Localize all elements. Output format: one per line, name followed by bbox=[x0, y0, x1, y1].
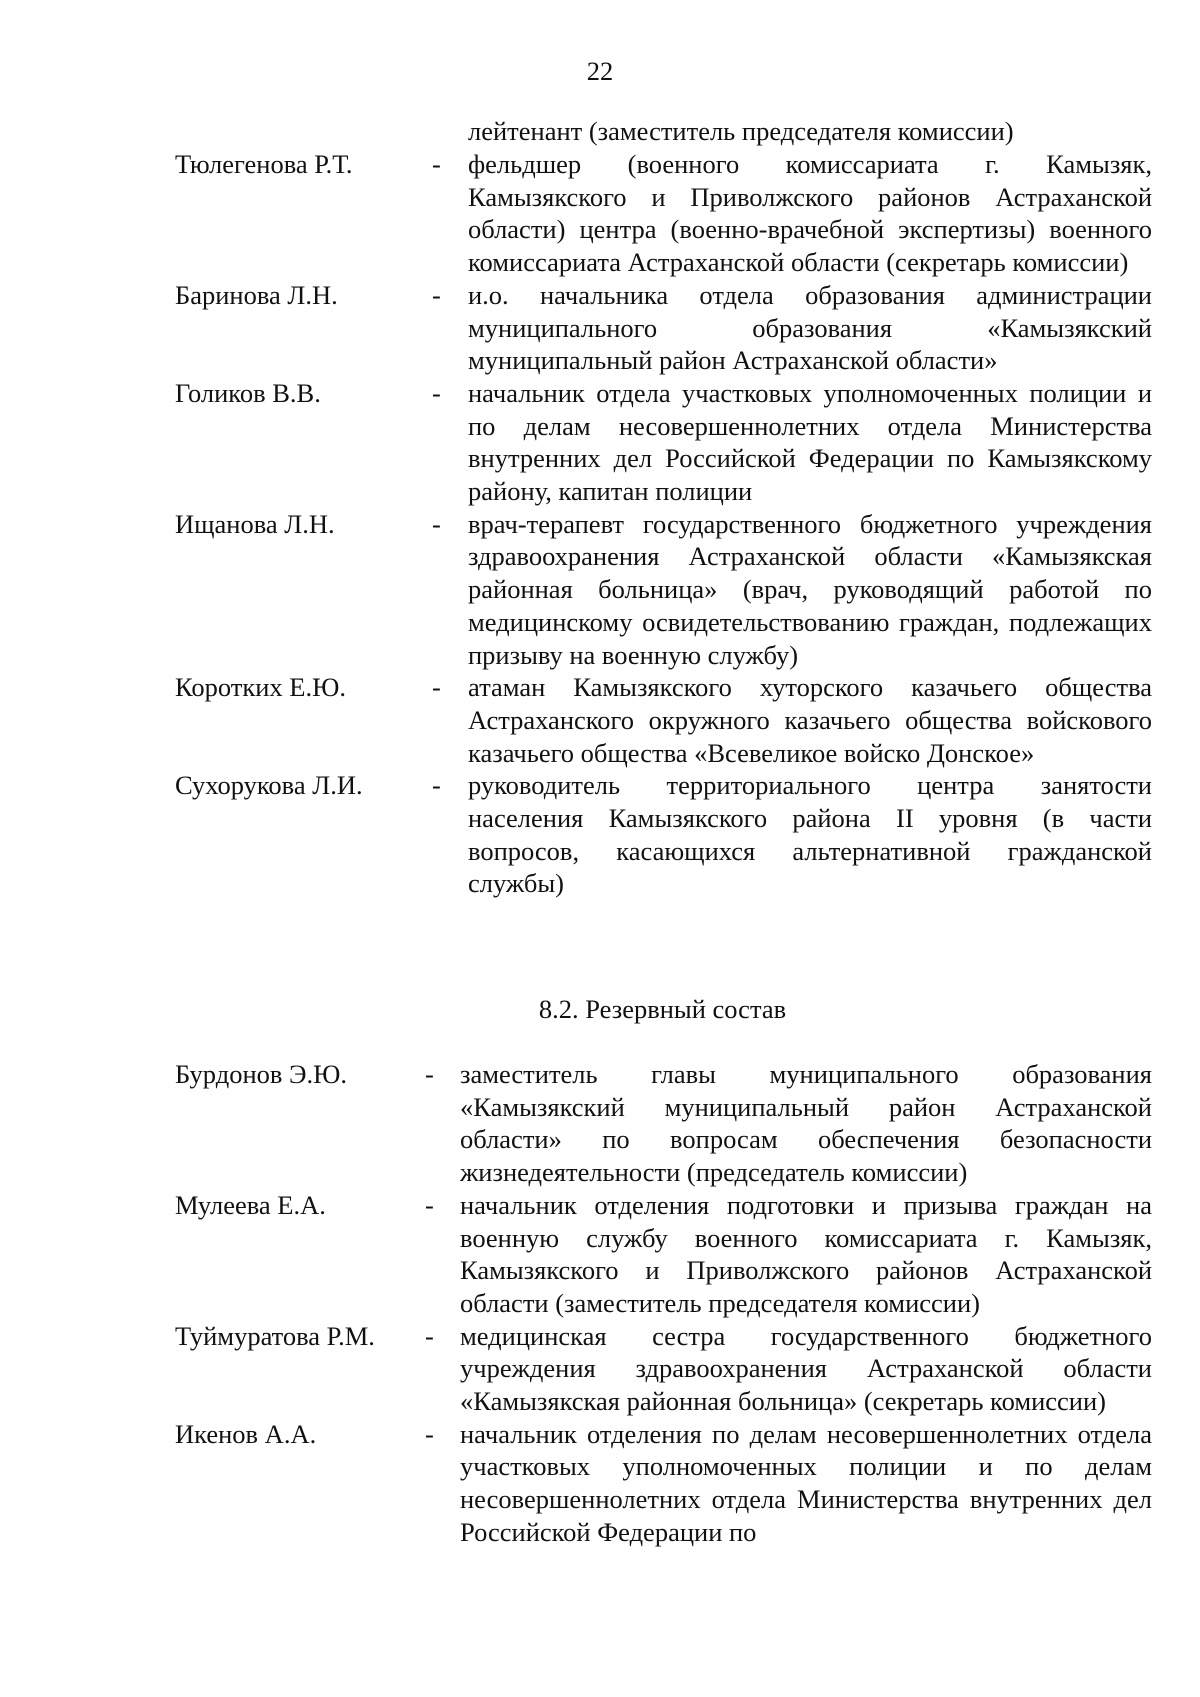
member-row bbox=[0, 1058, 1200, 1189]
member-description: начальник отделения подготовки и призыва граждан на военную службу военного комиссариата г. Камызяк, Камызякского и Приволжского районов Астраханской области (заместитель председателя комиссии) bbox=[460, 1189, 1152, 1318]
member-dash: - bbox=[425, 1320, 434, 1351]
member-row bbox=[0, 769, 1200, 900]
member-row bbox=[0, 1320, 1200, 1418]
member-dash: - bbox=[432, 672, 441, 703]
member-dash: - bbox=[432, 149, 441, 179]
member-dash: - bbox=[432, 279, 441, 310]
member-row bbox=[0, 508, 1200, 672]
member-row bbox=[0, 1418, 1200, 1549]
member-description: медицинская сестра государственного бюджетного учреждения здравоохранения Астраханской области «Камызякская районная больница» (секретарь комиссии) bbox=[460, 1320, 1152, 1417]
member-description: начальник отделения по делам несовершеннолетних отдела участковых уполномоченных полиции и по делам несовершеннолетних отдела Министерства внутренних дел Российской Федерации по bbox=[460, 1418, 1152, 1547]
member-row bbox=[0, 377, 1200, 508]
member-dash: - bbox=[432, 377, 441, 408]
member-row bbox=[0, 279, 1200, 377]
member-description: руководитель территориального центра занятости населения Камызякского района II уровня (в части вопросов, касающихся альтернативной гражданской службы) bbox=[468, 770, 1152, 899]
member-dash: - bbox=[425, 1189, 434, 1220]
member-name: Тюлегенова Р.Т. bbox=[175, 149, 353, 179]
continuation-text: лейтенант (заместитель председателя комиссии) bbox=[468, 116, 1014, 146]
member-description: врач-терапевт государственного бюджетного учреждения здравоохранения Астраханской области «Камызякская районная больница» (врач, руководящий работой по медицинскому освидетельствованию граждан, подлежащих призыву на военную службу) bbox=[468, 508, 1152, 670]
member-dash: - bbox=[432, 508, 441, 539]
member-name: Мулеева Е.А. bbox=[175, 1189, 326, 1220]
member-description: атаман Камызякского хуторского казачьего общества Астраханского окружного казачьего общества войскового казачьего общества «Всевеликое войско Донское» bbox=[468, 672, 1152, 768]
member-row bbox=[0, 671, 1200, 769]
reserve-members-list bbox=[0, 1058, 1200, 1549]
member-name: Сухорукова Л.И. bbox=[175, 770, 363, 801]
member-row bbox=[0, 148, 1200, 279]
member-name: Ищанова Л.Н. bbox=[175, 508, 335, 539]
member-dash: - bbox=[425, 1418, 434, 1449]
main-members-list bbox=[0, 148, 1200, 900]
member-dash: - bbox=[432, 770, 441, 801]
member-description: фельдшер (военного комиссариата г. Камызяк, Камызякского и Приволжского районов Астраханской области) центра (военно-врачебной экспертизы) военного комиссариата Астраханской области (секретарь комиссии) bbox=[468, 149, 1152, 278]
member-dash: - bbox=[425, 1059, 434, 1089]
member-name: Баринова Л.Н. bbox=[175, 279, 338, 310]
member-name: Туймуратова Р.М. bbox=[175, 1320, 375, 1351]
member-description: заместитель главы муниципального образования «Камызякский муниципальный район Астраханской области» по вопросам обеспечения безопасности жизнедеятельности (председатель комиссии) bbox=[460, 1059, 1152, 1188]
member-row bbox=[0, 1189, 1200, 1320]
section-heading: 8.2. Резервный состав bbox=[538, 994, 787, 1024]
member-description: начальник отдела участковых уполномоченных полиции и по делам несовершеннолетних отдела Министерства внутренних дел Российской Федерации по Камызякскому району, капитан полиции bbox=[468, 377, 1152, 507]
member-name: Коротких Е.Ю. bbox=[175, 672, 346, 703]
page-number: 22 bbox=[586, 56, 614, 86]
member-name: Бурдонов Э.Ю. bbox=[175, 1059, 347, 1089]
member-name: Голиков В.В. bbox=[175, 377, 321, 408]
member-description: и.о. начальника отдела образования администрации муниципального образования «Камызякский муниципальный район Астраханской области» bbox=[468, 279, 1152, 376]
member-name: Икенов А.А. bbox=[175, 1418, 317, 1449]
